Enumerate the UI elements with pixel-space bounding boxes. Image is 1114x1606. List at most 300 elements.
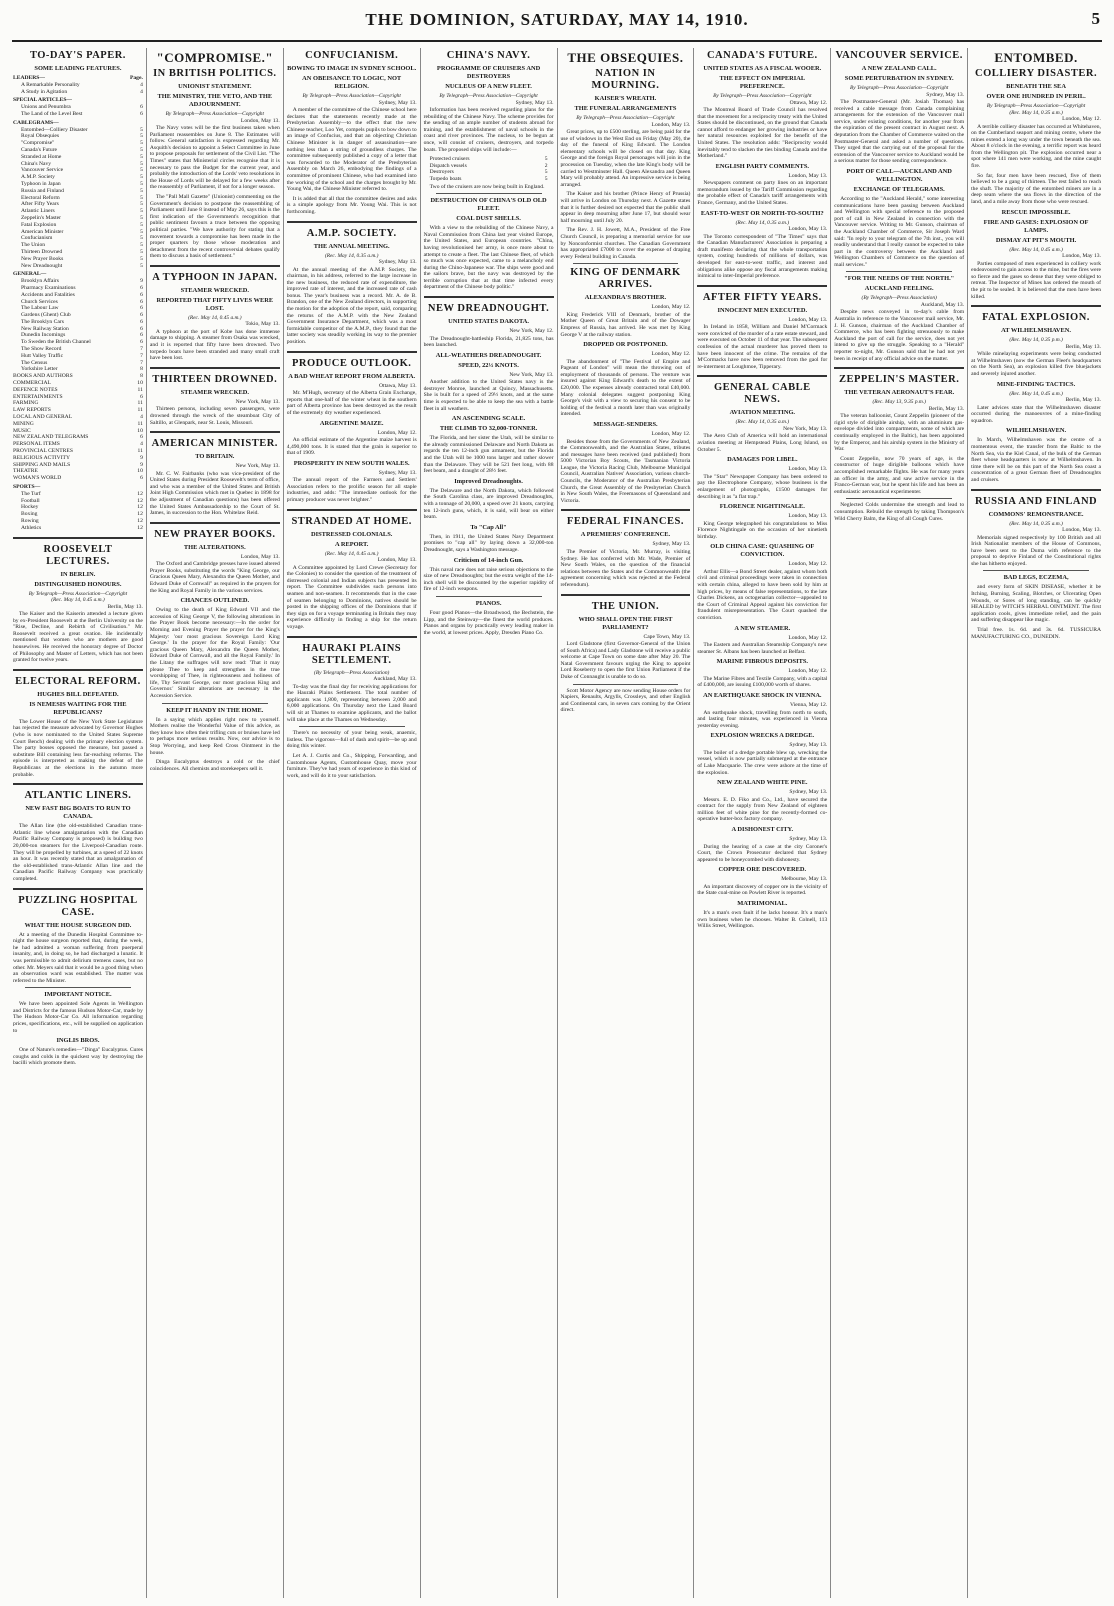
divider (150, 367, 280, 369)
received-line: (Rec. May 14, 0.45 a.m.) (51, 597, 105, 604)
dateline: London, May 12. (377, 429, 417, 436)
index-page: 9 (140, 278, 143, 285)
index-page: 8 (140, 366, 143, 373)
dateline: New York, May 13. (235, 463, 280, 470)
fleet-type: Protected cruisers (429, 156, 470, 163)
index-page: 5 (140, 133, 143, 140)
index-page: 5 (140, 235, 143, 242)
credit-line: By Telegraph—Press Association—Copyright (850, 85, 949, 91)
article-text: Later advices state that the Wilhelmshaven disaster occurred during the manoeuvres of a mine-finding squadron. (971, 404, 1101, 424)
dateline: London, May 13. (788, 316, 828, 323)
article-text: An official estimate of the Argentine maize harvest is 4,490,000 tons. It is stated that the grain is superior to that of 1909. (286, 437, 417, 457)
index-label: Accidents and Fatalities (21, 291, 75, 298)
article-text: The annual report of the Farmers and Settlers' Association refers to the prolific season for all staple industries, and adds: "The immediate outlook for the primary producer was never brighter." (286, 477, 417, 504)
fleet-row (424, 156, 554, 163)
article-text: The Lower House of the New York State Legislature has rejected the measure advocated by Governor Hughes (who is now nominated to the United States Supreme Court Bench) dealing with the primary election system. The party bosses opposed the measure, but passed a substitute Bill containing less far-reaching reforms. The episode is interpreted as making the defeat of the Republicans at the elections in the autumn more probable. (13, 718, 143, 778)
index-item (13, 249, 143, 256)
index-label: Fatal Explosion (21, 221, 57, 228)
article-text: The "Star" Newspaper Company has been ordered to pay the Electrophone Company, whose business is the enlargement of photographs, £1500 damages for describing it as "a flat trap." (697, 473, 828, 500)
dateline: Sydney, May 13. (652, 541, 691, 548)
index-item (13, 215, 143, 222)
index-label: Zeppelin's Master (21, 214, 61, 221)
article-text: A typhoon at the port of Kobe has done immense damage to shipping. A steamer from Osaka was wrecked, and it is reported that fifty have been drowned. Two torpedo boats have been stranded and many small craft have been lost. (149, 328, 280, 362)
headline: COLLIERY DISASTER. (975, 68, 1098, 79)
subhead: EAST-TO-WEST OR NORTH-TO-SOUTH? (700, 209, 824, 217)
index-page: 10 (137, 380, 143, 387)
index-item (13, 346, 143, 353)
index-label: LAW REPORTS (13, 407, 51, 414)
index-page: 12 (137, 490, 143, 497)
article-text: A terrible colliery disaster has occurred at Whitehaven, on the Cumberland seaport and mining centre, where the mines extend a long way under the town beneath the sea. About 8 o'clock in the evening, a terrific report was heard from the Wellington pit. The explosion occurred near a spot where 141 men were working, and the mine caught fire. (971, 123, 1101, 170)
index-page: 6 (140, 475, 143, 482)
article-text: According to the "Auckland Herald," some interesting communications have been passing between Auckland and Wellington with special reference to the proposed port of call in New Zealand in connection with the Vancouver service. Writing to Mr. Gunson, chairman of the Auckland Chamber of Commerce, Sir Joseph Ward said: "In reply to your telegram of the 7th inst., you will readily understand that I really cannot be expected to take part in the controversy between the Auckland and Wellington Chambers of Commerce on the question of mail services." (834, 195, 965, 268)
dateline: London, May 13. (651, 121, 691, 128)
article-text: The Allan line (the old-established Canadian trans-Atlantic line whose amalgamation with the Canadian Pacific Railway Company is proposed) is building two 20,000-ton steamers for the Liverpool-Canadian route. They will be propelled by turbines, at a speed of 22 knots an hour. It was recently stated that an amalgamation of the old-established trans-Atlantic Allan line and the Canadian Pacific Railway Company was practically completed. (13, 823, 143, 882)
fleet-count: 5 (544, 156, 548, 163)
index-page: 5 (140, 248, 143, 255)
index-heading (13, 75, 143, 82)
headline: CONFUCIANISM. (305, 50, 399, 61)
headline: CHINA'S NAVY. (446, 50, 531, 61)
fleet-type: Destroyers (429, 169, 454, 176)
index-label: Hockey (21, 504, 39, 511)
index-label: "Compromise" (21, 140, 55, 147)
subhead: HUGHES BILL DEFEATED. (37, 690, 119, 698)
index-label: LOCAL AND GENERAL (13, 414, 73, 421)
divider (561, 594, 691, 596)
index-item (13, 299, 143, 306)
column-3 (284, 48, 421, 1598)
index-item (13, 167, 143, 174)
index-page: 6 (140, 284, 143, 291)
index-page: 5 (140, 228, 143, 235)
index-page: 9 (140, 461, 143, 468)
headline: AMERICAN MINISTER. (151, 438, 278, 450)
column-1 (10, 48, 147, 1598)
article-text: The Navy votes will be the first business taken when Parliament reassembles on June 8. The Estimates will follow. General satisfaction is expressed regarding Mr. Asquith's decision to appoint a Select Committee in June to propose proposals for settlement of the Civil List. "The Times" states that Ministerial circles recognise that it is necessary to pass the Budget for the current year, and probably the introduction of the Lords' veto resolutions in the House of Lords will be delayed for a few weeks after the reassembly of Parliament, if not for a longer season. (149, 125, 280, 191)
subhead: THE ANNUAL MEETING. (313, 242, 390, 250)
index-label: Hutt Valley Traffic (21, 352, 64, 359)
article-text: King Frederick VIII of Denmark, brother of the Mother Queen of Great Britain and of the Dowager Empress of Russia, has arrived. He was met by King George V at the railway station. (560, 311, 691, 338)
subhead: BAD LEGS, ECZEMA, (1003, 574, 1069, 582)
article-text: Mr. M'Hugh, secretary of the Alberta Grain Exchange, reports that one-half of the winter wheat in the southern part of Alberta province has been destroyed as the result of the extremely dry weather experienced. (286, 390, 417, 416)
index-page: 4 (140, 88, 143, 95)
credit-line: By Telegraph—Press Association—Copyright (713, 93, 812, 99)
article-text: With a view to the rebuilding of the Chinese Navy, a Naval Commission from China last year visited Europe, the United States, and European countries. "China, having revolutionised her army, is once more about to attempt to create a fleet. The last Chinese fleet, of which so much was once expected, came to a melancholy end during the Chino-Japanese war. The ships were good and the sailors brave, but the navy was destroyed by the terrible corruption that at that time infected every department of the Chinese body politic." (423, 225, 554, 291)
dateline: Ottawa, May 13. (379, 382, 417, 389)
article-text: The Dreadnought-battleship Florida, 21,825 tons, has been launched. (423, 335, 554, 349)
article-text: A member of the committee of the Chinese school here declares that the statements recently made at the Presbyterian Assembly—to the effect that the new Chinese teacher, Loo Yet, compels pupils to bow down to an image of Confucius, and that an objecting Christian Chinese Minister is in danger of assassination—are nothing less than a string of groundless charges. The committee subsequently published a copy of a letter that was forwarded to the Moderator of the Presbyterian Assembly on March 26, embodying the findings of a committee of prominent Chinese, who had examined into the working of the school and the charges brought by Mr. Young Wai, the Chinese Minister referred to. (286, 107, 417, 193)
dateline: London, May 13. (1062, 527, 1101, 533)
divider (287, 221, 417, 223)
index-item (13, 353, 143, 360)
dateline: London, May 12. (651, 351, 691, 358)
subhead: UNIONIST STATEMENT. (178, 83, 252, 90)
index-item (13, 278, 143, 285)
received-line: (Rec. May 14, 0.35 p.m.) (1009, 337, 1063, 344)
index-page: 5 (140, 167, 143, 174)
divider (25, 987, 131, 988)
subhead: THE ALTERATIONS. (183, 543, 246, 551)
index-item (13, 394, 143, 401)
headline: PRODUCE OUTLOOK. (291, 357, 412, 369)
index-page: 12 (137, 497, 143, 504)
subhead: WHAT THE HOUSE SURGEON DID. (24, 921, 132, 929)
article-text: At a meeting of the Dunedin Hospital Committee to-night the house surgeon reported that, during the week, he had admitted a woman suffering from puerperal insanity, and, in doing so, he had discharged a lunatic. It was permissible to admit delirium tremens cases, but no other. Mr. Meyers said that it would be a good thing when an observation ward was established. The matter was referred to the Minister. (13, 931, 143, 984)
headline: A.M.P. SOCIETY. (306, 227, 397, 239)
page-number: 5 (1091, 9, 1100, 28)
subhead: OVER ONE HUNDRED IN PERIL. (986, 93, 1086, 100)
index-item (13, 154, 143, 161)
index-item (13, 448, 143, 455)
advert-text: There's no necessity of your being weak, anaemic, listless. The vigorous—full of dash and spirit—be up and doing this winter. (286, 730, 417, 750)
fleet-type: Torpedo boats (429, 175, 462, 182)
index-label: A Remarkable Personality (21, 81, 80, 88)
headline: ATLANTIC LINERS. (24, 790, 132, 802)
article-text: King George telegraphed his congratulations to Miss Florence Nightingale on the occasion of her ninetieth birthday. (697, 520, 828, 540)
divider (697, 375, 827, 377)
index-heading (13, 120, 143, 127)
headline: "COMPROMISE." (156, 50, 274, 65)
advert-text: We have been appointed Sole Agents in Wellington and Districts for the famous Hudson Motor-Car, made by The Hudson Motor-Car Co. All information regarding prices, specifications, etc., will be supplied on application to (13, 1001, 143, 1034)
subhead: COPPER ORE DISCOVERED. (718, 866, 807, 874)
column-4 (421, 48, 558, 1598)
article-text: The Marine Fibres and Textile Company, with a capital of £400,000, are issuing £100,000 worth of shares. (697, 675, 828, 689)
dateline: London, May 13. (377, 557, 417, 564)
article-text: The abandonment of "The Festival of Empire and Pageant of London" will mean the throwing out of employment of thousands of persons. The venture was insured against King Edward's death to the extent of £20,000. The expenses already contracted total £40,000. Many colonial delegates suggest postponing King George's visit with a view to securing his consent to be holding of the festival a month later than was originally intended. (560, 358, 691, 418)
index-heading (13, 97, 143, 104)
subhead: PORT OF CALL—AUCKLAND AND WELLINGTON. (846, 167, 952, 183)
subhead: BENEATH THE SEA (1006, 83, 1066, 90)
dateline: London, May 13. (240, 553, 280, 560)
column-6 (694, 48, 831, 1598)
index-page: 4 (140, 81, 143, 88)
dateline: Sydney, May 13. (378, 259, 417, 265)
index-page: 5 (140, 153, 143, 160)
received-line: (Rec. May 14, 0.45 a.m.) (1009, 390, 1063, 397)
index-item (13, 373, 143, 380)
index-heading (13, 484, 143, 491)
dateline: London, May 13. (788, 172, 828, 179)
subhead: ALEXANDRA'S BROTHER. (584, 294, 667, 302)
index-item (13, 111, 143, 118)
index-item (13, 462, 143, 469)
masthead-title: THE DOMINION, SATURDAY, MAY 14, 1910. (365, 10, 749, 29)
index-page: 12 (137, 504, 143, 511)
index-item (13, 380, 143, 387)
subhead: A NEW STEAMER. (734, 624, 791, 632)
index-page: 7 (140, 352, 143, 359)
divider (287, 351, 417, 353)
index-label: WOMAN'S WORLD (13, 475, 62, 482)
subhead: MESSAGE-SENDERS. (593, 421, 658, 428)
subhead: Improved Dreadnoughts. (454, 477, 523, 485)
index-page: 5 (140, 255, 143, 262)
column-2 (147, 48, 284, 1598)
subhead: DISTINGUISHED HONOURS. (34, 580, 122, 588)
index-item (13, 421, 143, 428)
divider (573, 263, 679, 264)
article-text: The Kaiser and the Kaiserin attended a lecture given by ex-President Roosevelt at the Berlin University on the "Rise, Decline, and Rebirth of Civilisation." Mr. Roosevelt received a great ovation. He incidentally mentioned that women who are mothers are good housewives. He received the honorary degree of Doctor of Philosophy and Master of Letters, which has not been granted for twelve years. (13, 611, 143, 664)
index-item (13, 235, 143, 242)
index-page: 4 (140, 441, 143, 448)
index-item (13, 339, 143, 346)
subhead: AT WILHELMSHAVEN. (1001, 327, 1071, 335)
index-label: Dunedin Incomings (21, 332, 66, 339)
index-item (13, 174, 143, 181)
dateline: Sydney, May 13. (789, 789, 828, 796)
index-label: Church Services (21, 298, 58, 305)
index-label: A.M.P. Society (21, 174, 55, 181)
headline: KING OF DENMARK ARRIVES. (570, 267, 681, 291)
received-line: (Rec. May 14, 0.45 a.m.) (1009, 246, 1063, 253)
subhead: IS NEMESIS WAITING FOR THE REPUBLICANS? (29, 700, 127, 716)
credit-line: By Telegraph—Press Association—Copyright (165, 111, 264, 117)
index-item (13, 332, 143, 339)
index-page: 11 (137, 420, 143, 427)
subhead: AUCKLAND FEELING. (864, 285, 934, 293)
article-text: Mr. C. W. Fairbanks (who was vice-president of the United States during President Roosevelt's term of office, and who was a member of the United States and British Joint High Commission which met in Quebec in 1898 for the adjustment of Canadian questions) has been offered the United States Ambassadorship to the Court of St. James, in succession to the Hon. Whitelaw Reid. (149, 470, 280, 517)
subhead: AN EARTHQUAKE SHOCK IN VIENNA. (703, 692, 822, 699)
index-page: 11 (137, 400, 143, 407)
index-item (13, 312, 143, 319)
headline: ROOSEVELT LECTURES. (43, 543, 113, 567)
article-text: Memorials signed respectively by 100 British and all Irish Nationalist members of the House of Commons, have been sent to the Duma with reference to the proposal to deprive Finland of the Constitutional rights she has hitherto enjoyed. (971, 534, 1101, 567)
index-label: The Turf (21, 490, 41, 497)
index-page: 6 (140, 104, 143, 111)
article-text: The Oxford and Cambridge presses have issued altered Prayer Books, substituting the words "King George, our Gracious Queen Mary, Alexandra the Queen Mother, and Edward Duke of Cornwall" as required in the prayers for the King and Royal Family in the various services. (149, 561, 280, 594)
subhead: MARINE FIBROUS DEPOSITS. (716, 658, 809, 666)
subhead: STEAMER WRECKED. (180, 388, 250, 396)
headline: THIRTEEN DROWNED. (152, 373, 278, 385)
article-text: The "Pall Mall Gazette" (Unionist) commenting on the Government's decision to postpone the reassembling of Parliament until June 8 instead of May 26, says this is the first indication of the Government's recognition that public sentiment favours a truce between the opposing political parties. "We have authority for stating that a movement towards a compromise has been made in the proper quarters by those whose moderation and detachment from the recent controversial debates qualify them to discuss a basis of settlement." (149, 193, 280, 260)
index-page: 10 (137, 427, 143, 434)
dateline: London, May 12. (651, 304, 691, 311)
subhead: DESTRUCTION OF CHINA'S OLD OLD FLEET. (430, 197, 547, 213)
received-line: (Rec. May 13, 9.35 p.m.) (872, 399, 926, 406)
index-page: 6 (140, 110, 143, 117)
index-label: LEADERS— (13, 75, 46, 81)
index-item (13, 455, 143, 462)
index-item (13, 147, 143, 154)
index-item (13, 319, 143, 326)
subhead: UNITED STATES AS A FISCAL WOOER. (703, 65, 822, 72)
index-label: GENERAL— (13, 271, 47, 278)
index-page: 9 (140, 454, 143, 461)
dateline: Cape Town, May 13. (643, 633, 691, 640)
received-line: (Rec. May 14, 0.35 a.m.) (735, 219, 790, 226)
subhead: IMPORTANT NOTICE. (44, 991, 112, 999)
index-label: The Labour Law (21, 305, 59, 312)
dateline: Sydney, May 13. (789, 836, 828, 843)
fleet-count: 5 (544, 175, 548, 182)
subhead: COMMONS' REMONSTRANCE. (988, 510, 1084, 518)
headline: NEW PRAYER BOOKS. (154, 528, 276, 540)
index-item (13, 242, 143, 249)
subhead: RESCUE IMPOSSIBLE. (1001, 208, 1071, 216)
article-text: In Ireland in 1858, William and Daniel M'Cormack were convicted of the murder of a rate estate steward, and were executed on October 11 of that year. The subsequent confession of the actual murderer has proved them to have been innocent of the crime. The remains of the M'Cormacks have now been removed from the gaol for re-interment at Loughmoe, Tipperary. (697, 324, 828, 370)
dateline: London, May 13. (788, 226, 828, 233)
index-label: Pharmacy Examinations (21, 284, 76, 291)
dateline: New York, May 13. (509, 371, 554, 378)
index-label: A Study in Agitation (21, 88, 68, 95)
advert-text: Neglected Colds undermine the strength and lead to consumption. Rebuild the strength by taking Thompson's Wild Cherry Balm, the King of all Cough Cures. (834, 502, 965, 522)
index-page: 6 (140, 393, 143, 400)
subhead: THE VETERAN AERONAUT'S FEAR. (844, 389, 955, 397)
index-label: RELIGIOUS ACTIVITY (13, 454, 71, 461)
article-text: Messrs. E. D. Fiko and Co., Ltd., have secured the contract for the supply from New Zealand of eighteen million feet of white pine for the recently-formed co-operative butter-box factory company. (697, 796, 828, 823)
article-text: At the annual meeting of the A.M.P. Society, the chairman, in his address, referred to the large increase in the new business, the reduced rate of expenditure, the improved rate of interest, and the increased rate of cash bonus. The year's business was a record. Mr. A. de B. Brandon, one of the New Zealand directors, in supporting the motion for the adoption of the report, said, comparing the returns of the A.M.P. with the New Zealand Government Insurance Department, which was a most formidable competitor of the A.M.P., they found that the latter society was steadily working its way to the premier position. (286, 266, 417, 346)
subhead: THE MINISTRY, THE VETO, AND THE ADJOURNMENT. (157, 93, 273, 108)
subhead: THE CLIMB TO 32,000-TONNER. (439, 425, 538, 433)
index-label: After Fifty Years (21, 201, 59, 208)
dateline: New York, May 13. (783, 425, 828, 432)
index-page: 6 (140, 332, 143, 339)
headline: FATAL EXPLOSION. (982, 312, 1090, 324)
index-item (13, 127, 143, 134)
index-item (13, 504, 143, 511)
article-text: Owing to the death of King Edward VII and the accession of King George V, the following alterations in the Prayer Book become necessary:—In the order for Morning and Evening Prayer the prayer for the King's Majesty: 'our most gracious Sovereign Lord King George.' In the prayer for the Royal Family: 'Our gracious Queen Mary, Alexandra the Queen Mother, Edward Duke of Cornwall, and all the Royal Family.' In the Litany the suffrages will now read: 'That it may please Thee to keep and strengthen in the true worshipping of Thee, in righteousness and holiness of life, Thy Servant George, our most gracious King and Governor.' Similar alterations are necessary in the Accession Service. (149, 607, 280, 699)
index-item (13, 161, 143, 168)
article-text: The Delaware and the North Dakota, which followed the South Carolina class, are improved Dreadnoughts, with a tonnage of 20,000, a speed over 21 knots, carrying ten 12-inch guns, which, it is said, will bear on either beam. (423, 487, 554, 521)
column-7 (831, 48, 968, 1598)
dateline: Vienna, May 12. (789, 702, 828, 708)
index-page: 8 (140, 373, 143, 380)
index-label: CABLEGRAMS— (13, 119, 59, 126)
divider (13, 783, 143, 785)
dateline: Sydney, May 13. (789, 742, 828, 749)
dateline: Sydney, May 13. (926, 91, 965, 98)
subhead: INNOCENT MEN EXECUTED. (717, 306, 808, 314)
divider (846, 271, 952, 272)
dateline: London, May 13. (240, 117, 280, 124)
index-label: BOOKS AND AUTHORS (13, 373, 73, 380)
index-item (13, 82, 143, 89)
dateline: London, May 12. (651, 431, 691, 437)
index-label: Boxing (21, 511, 38, 518)
index-item (13, 491, 143, 498)
index-page: 5 (140, 174, 143, 181)
index-label: Confucianism (21, 235, 53, 242)
subhead: EXPLOSION WRECKS A DREDGE. (710, 732, 815, 740)
dateline: Sydney, May 13. (378, 99, 417, 106)
article-text: The Premier of Victoria, Mr. Murray, is visiting Sydney. He has conferred with Mr. Wade, Premier of New South Wales, on the question of the financial relations between the States and the Commonwealth (the agreement concerning which was rejected at the Federal referendum). (560, 548, 691, 588)
divider (150, 265, 280, 267)
index-item (13, 407, 143, 414)
article-text: An important discovery of copper ore in the vicinity of the State coal-mine on Powlett River is reported. (697, 883, 828, 897)
headline: VANCOUVER SERVICE. (835, 50, 963, 61)
index-label: American Minister (21, 228, 64, 235)
subhead: To "Cap All" (470, 523, 507, 531)
index-label: Rowing (21, 518, 39, 524)
index-label: Entombed—Colliery Disaster (21, 126, 88, 133)
article-text: To-day was the final day for receiving applications for the Hauraki Plains Settlement. The total number of applicants was 1,800, representing between 2,000 and 6,000 applications. On Thursday next the Land Board will sit at Thames to examine applicants, and the ballot will take place at the Thames on Wednesday. (286, 683, 417, 723)
article-text: A Committee appointed by Lord Crewe (Secretary for the Colonies) to consider the question of the treatment of distressed colonial and Indian subjects has presented its report. The Committee subdivides such persons into seamen and non-seamen. It recommends that in the case of seamen belonging to Dominions, natives should be posted in the shipping offices of the Dominions that if they sign on for a voyage terminating in Britain they may experience difficulty in finding a ship for the return voyage. (286, 564, 417, 630)
index-page: 7 (140, 346, 143, 353)
received-line: (Rec. May 14, 0.35 a.m.) (735, 419, 790, 426)
subhead: COAL DUST SHELLS. (456, 215, 521, 223)
index-item (13, 518, 143, 525)
index-label: Brooklyn Affairs (21, 278, 59, 285)
advert-text: Dinga Eucalyptus destroys a cold or the chief coincidences. All chemists and storekeepers sell it. (149, 759, 280, 772)
subhead: NUCLEUS OF A NEW FLEET. (445, 83, 532, 90)
index-label: PROVINCIAL CENTRES (13, 448, 73, 455)
fleet-type: Dispatch vessels (429, 162, 467, 169)
index-page: 5 (140, 214, 143, 221)
article-text: Two of the cruisers are now being built in England. (429, 183, 545, 190)
subhead: A REPORT. (334, 540, 369, 548)
fleet-count: 2 (544, 162, 548, 169)
index-label: Athletics (21, 524, 42, 531)
article-text: The Aero Club of America will hold an international aviation meeting at Hempstead Plains, Long Island, on October 5. (697, 433, 828, 453)
article-text: Count Zeppelin, now 70 years of age, is the constructor of huge dirigible balloons which have accomplished remarkable flights. He was for many years an officer in the army, and saw active service in the Franco-German war, but he spent his life and has been an enthusiastic aeronautical experimenter. (834, 455, 965, 495)
divider (13, 669, 143, 671)
divider (287, 509, 417, 511)
article-text: The Kaiser and his brother (Prince Henry of Prussia) will arrive in London on Thursday next. A Gazette states that it is further desired not expected that the public shall appear in deep mourning after June 17, but should wear half mourning until July 20. (560, 191, 691, 224)
index-item (13, 511, 143, 518)
index-label: THEATRE (13, 468, 38, 475)
divider (150, 522, 280, 524)
divider (424, 296, 554, 298)
divider (299, 726, 405, 727)
article-text: In March, Wilhelmshaven was the centre of a momentous event, the transfer from the Baltic to the North Sea, via the Kiel Canal, of the bulk of the German fleet whose headquarters is now at Wilhelmshaven. In time there will be on this part of the North Sea coast a concentration of a great German fleet of Dreadnoughts and cruisers. (971, 437, 1101, 483)
credit-line: By Telegraph—Press Association—Copyright (302, 93, 401, 99)
headline: CANADA'S FUTURE. (706, 50, 818, 61)
index-label: To Sweden the British Channel (21, 339, 91, 346)
index-label: MUSIC (13, 427, 31, 434)
fleet-table (424, 156, 554, 182)
index-item (13, 434, 143, 441)
index-label: China's Navy (21, 160, 52, 167)
subhead: INGLIS BROS. (56, 1037, 100, 1045)
index-page: 10 (137, 468, 143, 475)
dateline: London, May 12. (788, 634, 828, 641)
dateline: Berlin, May 13. (107, 603, 143, 610)
subhead: TO BRITAIN. (195, 453, 235, 461)
subhead: DAMAGES FOR LIBEL. (727, 456, 798, 464)
fleet-row (424, 176, 554, 183)
dateline: Auckland, May 13. (920, 301, 965, 308)
subhead: MINE-FINDING TACTICS. (996, 380, 1076, 388)
index-page: Page. (129, 75, 143, 81)
dateline: Melbourne, May 13. (781, 876, 828, 883)
headline: AFTER FIFTY YEARS. (702, 291, 822, 303)
index-page: 5 (140, 146, 143, 153)
subhead: PROGRAMME OF CRUISERS AND DESTROYERS (436, 65, 541, 80)
index-item (13, 285, 143, 292)
subhead: Criticism of 14-inch Gun. (453, 556, 524, 564)
divider (971, 305, 1101, 307)
dateline: New York, May 12. (509, 328, 554, 335)
dateline: Berlin, May 13. (1065, 397, 1101, 404)
index-page: 4 (140, 414, 143, 421)
subhead: DISTRESSED COLONIALS. (311, 530, 393, 538)
index-page: 5 (140, 187, 143, 194)
index-item (13, 140, 143, 147)
index-page: 6 (140, 434, 143, 441)
index-item (13, 326, 143, 333)
index-page: 12 (137, 518, 143, 524)
headline: GENERAL CABLE NEWS. (713, 382, 811, 406)
headline: IN BRITISH POLITICS. (153, 68, 277, 79)
headline: RUSSIA AND FINLAND (974, 495, 1098, 507)
headline: PUZZLING HOSPITAL CASE. (18, 894, 138, 918)
article-text: Lord Gladstone (first Governor-General of the Union of South Africa) and Lady Gladstone will receive a public welcome at Cape Town on some date after May 20. The Natal Government favours urging the King to appoint Lord Roseberry to open the first Union Parliament if the Duke of Connaught is unable to do so. (560, 641, 691, 680)
index-label: Canada's Future (21, 146, 57, 153)
subhead: A NEW ZEALAND CALL. (861, 65, 937, 72)
index-item (13, 188, 143, 195)
index-label: Football (21, 497, 40, 504)
